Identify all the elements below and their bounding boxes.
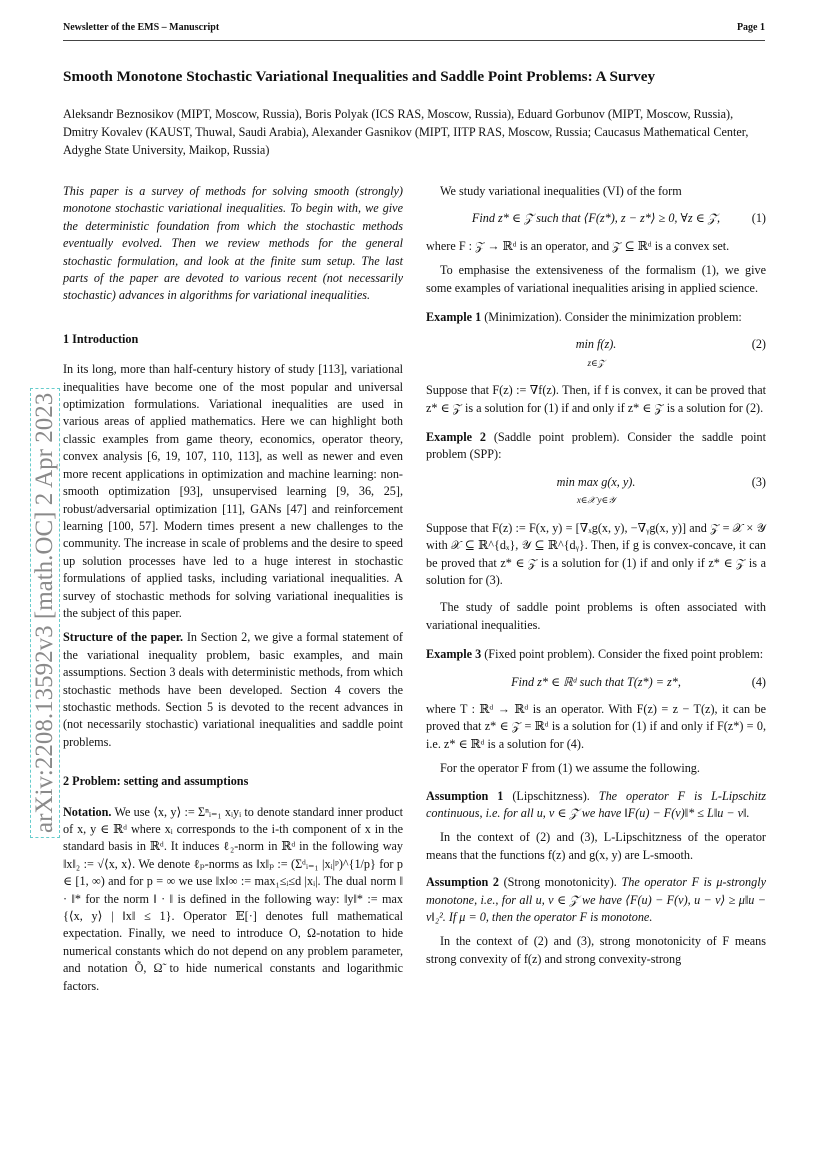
equation-1 (426, 210, 766, 227)
after-eq3: Suppose that F(z) := F(x, y) = [∇ₓg(x, y), −∇ᵧg(x, y)] and 𝒵 = 𝒳 × 𝒴 with 𝒳 ⊆ ℝ^{dₓ}, 𝒴 ⊆ ℝ^{dᵧ}. Then, if g is convex-concave, it can be proved that z* ∈ 𝒵 is a solution for (1) if and only if z* ∈ 𝒵 is a solution for (3). (426, 520, 766, 587)
operator-assumption-intro: For the operator F from (1) we assume the following. (440, 761, 700, 776)
structure-lead: Structure of the paper. (63, 630, 184, 645)
equation-2-body: min f(z). (575, 337, 617, 352)
spp-note: The study of saddle point problems is often associated with variational inequalities. (426, 600, 766, 632)
equation-2-subscript: z∈𝒵 (587, 357, 605, 368)
equation-4-number: (4) (751, 674, 766, 689)
after-eq2: Suppose that F(z) := ∇f(z). Then, if f is convex, it can be proved that z* ∈ 𝒵 is a solution for (1) if and only if z* ∈ 𝒵 is a solution for (2). (426, 383, 766, 415)
section-2-heading: 2 Problem: setting and assumptions (63, 774, 249, 789)
after-eq1: where F : 𝒵 → ℝᵈ is an operator, and 𝒵 ⊆ ℝᵈ is a convex set. (426, 238, 730, 253)
notation-paragraph (63, 804, 403, 995)
equation-4-body: Find z* ∈ ℝᵈ such that T(z*) = z*, (511, 674, 681, 689)
assumption-1 (426, 788, 766, 823)
example-3-lead: Example 3 (426, 647, 482, 662)
right-column (426, 183, 766, 975)
equation-2-number: (2) (751, 337, 766, 352)
example-1 (426, 309, 766, 326)
example-1-text: (Minimization). Consider the minimization problem: (481, 310, 742, 325)
arxiv-stamp[interactable] (10, 318, 58, 838)
examples-intro: To emphasise the extensiveness of the formalism (1), we give some examples of variational inequalities arising in applied science. (426, 263, 766, 295)
abstract: This paper is a survey of methods for solving smooth (strongly) monotone stochastic variational inequalities. To begin with, we give the deterministic foundation from which the stochastic methods eventually evolved. Then we review methods for the general stochastic formulation, and look at the finite sum setup. The last parts of the paper are devoted to various recent (not necessarily stochastic) advances in algorithms for variational inequalities. (63, 184, 403, 303)
header-rule (63, 40, 765, 41)
assumption-2-name: (Strong monotonicity). (499, 875, 617, 890)
assumption-2 (426, 874, 766, 926)
example-2-text: (Saddle point problem). Consider the saddle point problem (SPP): (426, 430, 766, 462)
equation-4 (426, 674, 766, 691)
example-3 (426, 646, 766, 663)
notation-text: We use ⟨x, y⟩ := Σⁿᵢ₌₁ xᵢyᵢ to denote standard inner product of x, y ∈ ℝᵈ where xᵢ corresponds to the i-th component of x in the standard basis in ℝᵈ. It induces ℓ₂-norm in ℝᵈ in the following way ‖x‖₂ := √⟨x, x⟩. We denote ℓₚ-norms as ‖x‖ₚ := (Σᵈᵢ₌₁ |xᵢ|ᵖ)^{1/p} for p ∈ [1, ∞) and for p = ∞ we use ‖x‖∞ := max₁≤ᵢ≤d |xᵢ|. The dual norm ‖ · ‖* for the norm ‖ · ‖ is defined in the following way: ‖y‖* := max {⟨x, y⟩ | ‖x‖ ≤ 1}. Operator 𝔼[·] denotes full mathematical expectation. Finally, we need to introduce O, Ω-notation to hide numerical constants which do not depend on any problem parameter, and notation Õ, Ω̃ to hide numerical constants and logarithmic factors. (63, 804, 403, 993)
equation-3-subscript: x∈𝒳 y∈𝒴 (576, 495, 616, 506)
equation-3-number: (3) (751, 474, 766, 489)
author-list: Aleksandr Beznosikov (MIPT, Moscow, Russia), Boris Polyak (ICS RAS, Moscow, Russia), Eduard Gorbunov (MIPT, Moscow, Russia), Dmitry Kovalev (KAUST, Thuwal, Saudi Arabia), Alexander Gasnikov (MIPT, IITP RAS, Moscow, Russia; Caucasus Mathematical Center, Adyghe State University, Maikop, Russia) (63, 107, 749, 157)
notation-lead: Notation. (63, 804, 112, 819)
after-eq4: where T : ℝᵈ → ℝᵈ is an operator. With F(z) = z − T(z), it can be proved that z* ∈ 𝒵 = ℝᵈ is a solution for (1) if and only if F(z*) = 0, i.e. z* ∈ ℝᵈ is a solution for (4). (426, 701, 766, 751)
after-assumption-1: In the context of (2) and (3), L-Lipschitzness of the operator means that the functions f(z) and g(x, y) are L-smooth. (426, 830, 766, 862)
page-number: Page 1 (736, 22, 765, 33)
assumption-1-text: The operator F is L-Lipschitz continuous, i.e. for all u, v ∈ 𝒵 we have ‖F(u) − F(v)‖* ≤ L‖u − v‖. (426, 788, 766, 820)
journal-header: Newsletter of the EMS – Manuscript (63, 22, 220, 33)
assumption-2-text: The operator F is μ-strongly monotone, i.e., for all u, v ∈ 𝒵 we have ⟨F(u) − F(v), u − v⟩ ≥ μ‖u − v‖₂². If μ = 0, then the operator F is monotone. (426, 875, 767, 924)
after-assumption-2: In the context of (2) and (3), strong monotonicity of F means strong convexity of f(z) and strong convexity-strong (426, 934, 766, 966)
equation-1-body: Find z* ∈ 𝒵 such that ⟨F(z*), z − z*⟩ ≥ 0, ∀z ∈ 𝒵, (471, 211, 721, 226)
assumption-1-name: (Lipschitzness). (503, 788, 590, 803)
equation-3-body: min max g(x, y). (556, 474, 636, 489)
example-2-lead: Example 2 (426, 430, 486, 445)
vi-intro: We study variational inequalities (VI) of the form (440, 184, 682, 198)
assumption-1-lead: Assumption 1 (426, 788, 504, 803)
left-column (63, 183, 403, 1002)
assumption-2-lead: Assumption 2 (426, 875, 499, 890)
section-1-heading: 1 Introduction (63, 331, 139, 346)
arxiv-stamp-text[interactable]: arXiv:2208.13592v3 [math.OC] 2 Apr 2023 (30, 388, 60, 838)
example-3-text: (Fixed point problem). Consider the fixed point problem: (481, 647, 764, 662)
equation-1-number: (1) (751, 211, 766, 226)
equation-2 (426, 336, 766, 372)
equation-3 (426, 474, 766, 510)
paper-title: Smooth Monotone Stochastic Variational Inequalities and Saddle Point Problems: A Survey (63, 68, 656, 85)
example-2 (426, 429, 766, 464)
intro-paragraph: In its long, more than half-century history of study [113], variational inequalities have become one of the most popular and universal optimization formulations. Variational inequalities are used in various areas of applied mathematics. Here we can highlight both classic examples from game theory, economics, operator theory, convex analysis [6, 19, 107, 110, 113], as well as newer and even more recent applications in optimization and machine learning: non-smooth optimization [93], unsupervised learning [9, 36, 25], robust/adversarial optimization [11], GANs [47] and reinforcement learning [100, 57]. Modern times present a new challenges to the community. The increase in scale of problems and the desire to speed up solution processes have led to a huge interest in stochastic formulations of applied tasks, including variational inequalities. A survey of stochastic methods for solving variational inequalities is the subject of this paper. (63, 362, 403, 620)
structure-paragraph (63, 629, 403, 751)
structure-text: In Section 2, we give a formal statement of the variational inequality problem, basic examples, and main assumptions. Section 3 deals with deterministic methods, from which stochastic methods have been developed. Section 4 covers the stochastic methods. Section 5 is devoted to the recent advances in (not necessarily stochastic) variational inequalities and saddle point problems. (63, 630, 403, 749)
example-1-lead: Example 1 (426, 310, 482, 325)
